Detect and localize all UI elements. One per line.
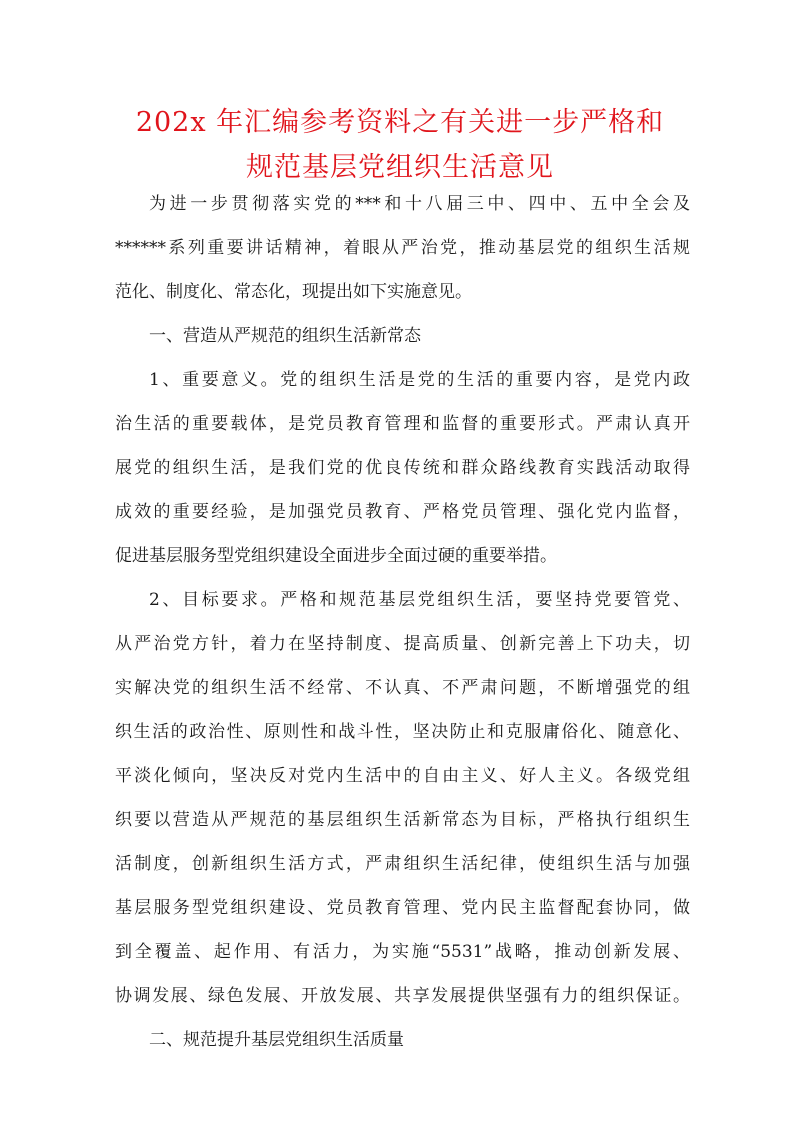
paragraph-line: 展党的组织生活，是我们党的优良传统和群众路线教育实践活动取得	[115, 458, 690, 478]
paragraph-line: 范化、制度化、常态化，现提出如下实施意见。	[115, 282, 472, 302]
paragraph-line: 到全覆盖、起作用、有活力，为实施“5531”战略，推动创新发展、	[115, 942, 690, 962]
paragraph-line: 为进一步贯彻落实党的***和十八届三中、四中、五中全会及	[149, 194, 690, 214]
paragraph-line: 促进基层服务型党组织建设全面进步全面过硬的重要举措。	[115, 546, 557, 566]
document-title-line-1: 202x 年汇编参考资料之有关进一步严格和	[135, 107, 665, 138]
paragraph-line: 活制度，创新组织生活方式，严肃组织生活纪律，使组织生活与加强	[115, 854, 690, 874]
document-title-line-2: 规范基层党组织生活意见	[246, 152, 554, 183]
paragraph-line: 织要以营造从严规范的基层组织生活新常态为目标，严格执行组织生	[115, 810, 690, 830]
paragraph-line: 实解决党的组织生活不经常、不认真、不严肃问题，不断增强党的组	[115, 678, 690, 698]
paragraph-line: ******系列重要讲话精神，着眼从严治党，推动基层党的组织生活规	[115, 238, 690, 258]
paragraph-line: 织生活的政治性、原则性和战斗性，坚决防止和克服庸俗化、随意化、	[115, 722, 690, 742]
paragraph-line: 2、目标要求。严格和规范基层党组织生活，要坚持党要管党、	[149, 590, 690, 610]
section-heading: 二、规范提升基层党组织生活质量	[149, 1030, 404, 1050]
paragraph-line: 治生活的重要载体，是党员教育管理和监督的重要形式。严肃认真开	[115, 414, 690, 434]
paragraph-line: 从严治党方针，着力在坚持制度、提高质量、创新完善上下功夫，切	[115, 634, 690, 654]
section-heading: 一、营造从严规范的组织生活新常态	[149, 326, 421, 346]
paragraph-line: 1、重要意义。党的组织生活是党的生活的重要内容，是党内政	[149, 370, 690, 390]
paragraph-line: 成效的重要经验，是加强党员教育、严格党员管理、强化党内监督，	[115, 502, 690, 522]
paragraph-line: 平淡化倾向，坚决反对党内生活中的自由主义、好人主义。各级党组	[115, 766, 690, 786]
paragraph-line: 基层服务型党组织建设、党员教育管理、党内民主监督配套协同，做	[115, 898, 690, 918]
paragraph-line: 协调发展、绿色发展、开放发展、共享发展提供坚强有力的组织保证。	[115, 986, 690, 1006]
